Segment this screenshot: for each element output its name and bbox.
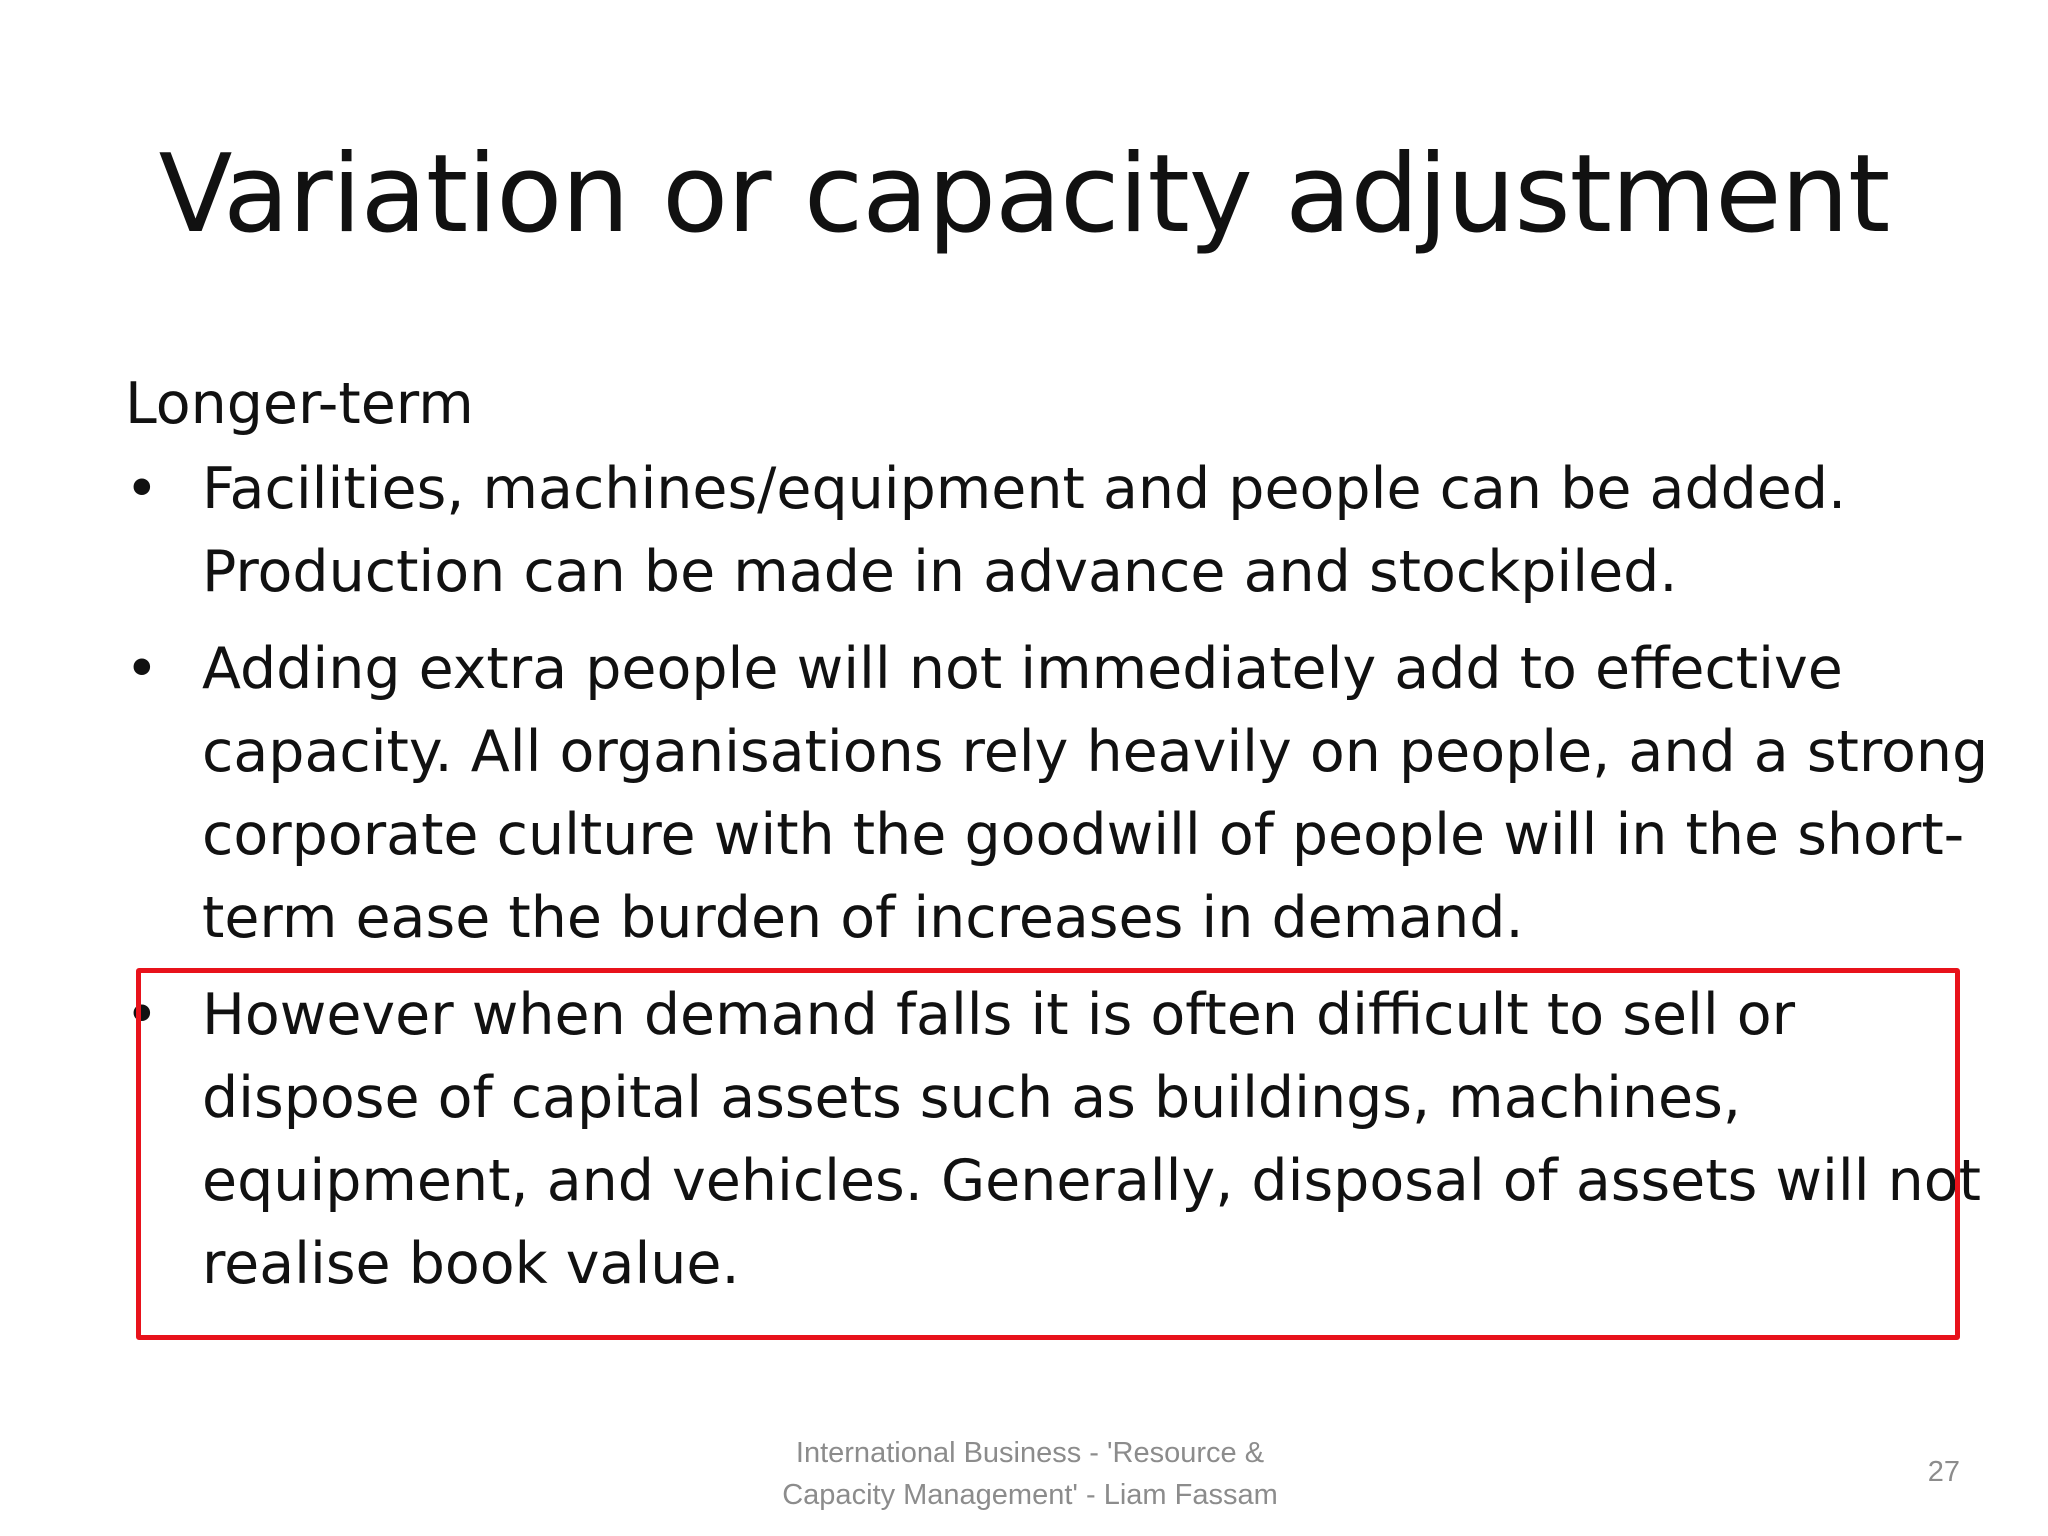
bullet-marker: •: [125, 982, 159, 1048]
bullet-item: [125, 628, 1989, 960]
footer-line: International Business - 'Resource &: [795, 1437, 1265, 1469]
bullet-text-line: realise book value.: [202, 1231, 740, 1297]
subheading: Longer-term: [125, 371, 474, 437]
bullet-text-line: corporate culture with the goodwill of people will in the short-: [202, 802, 1965, 868]
page-number: 27: [1927, 1456, 1960, 1488]
slide-title: Variation or capacity adjustment: [158, 132, 1890, 257]
bullet-text-line: However when demand falls it is often difficult to sell or: [202, 982, 1796, 1048]
footer-line: Capacity Management' - Liam Fassam: [782, 1479, 1278, 1511]
bullet-text-line: capacity. All organisations rely heavily on people, and a strong: [202, 719, 1989, 785]
bullet-text-line: Production can be made in advance and stockpiled.: [202, 539, 1678, 605]
footer: [700, 1432, 1360, 1516]
bullet-text-line: term ease the burden of increases in demand.: [202, 885, 1524, 951]
bullet-text-line: Facilities, machines/equipment and people can be added.: [202, 456, 1847, 522]
bullet-marker: •: [125, 456, 159, 522]
bullet-item: [125, 448, 1965, 614]
bullet-text-line: dispose of capital assets such as buildings, machines,: [202, 1065, 1741, 1131]
bullet-text-line: equipment, and vehicles. Generally, disposal of assets will not: [202, 1148, 1981, 1214]
bullet-text-line: Adding extra people will not immediately add to effective: [202, 636, 1843, 702]
bullet-marker: •: [125, 636, 159, 702]
highlight-box: [136, 968, 1960, 1340]
